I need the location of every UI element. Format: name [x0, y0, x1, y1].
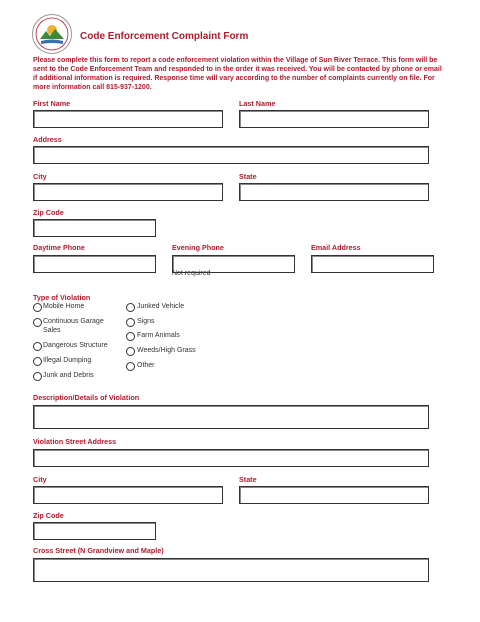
radio-farm-animals[interactable]	[126, 332, 135, 341]
option-illegal-dumping: Illegal Dumping	[43, 357, 92, 364]
zip-label: Zip Code	[33, 208, 64, 217]
option-farm-animals: Farm Animals	[137, 332, 180, 339]
violation-street-field[interactable]	[33, 449, 429, 467]
city-label: City	[33, 172, 47, 181]
radio-dangerous-structure[interactable]	[33, 342, 42, 351]
option-garage-sales: Continuous Garage Sales	[43, 318, 104, 334]
violation-zip-field[interactable]	[33, 522, 156, 540]
last-name-field[interactable]	[239, 110, 429, 128]
description-label: Description/Details of Violation	[33, 393, 140, 402]
option-other: Other	[137, 362, 155, 369]
address-label: Address	[33, 135, 62, 144]
email-label: Email Address	[311, 243, 361, 252]
first-name-label: First Name	[33, 99, 71, 108]
option-weeds: Weeds/High Grass	[137, 347, 196, 354]
violation-city-field[interactable]	[33, 486, 223, 504]
violation-type-label: Type of Violation	[33, 293, 91, 302]
state-label: State	[239, 172, 257, 181]
option-junked-vehicle: Junked Vehicle	[137, 303, 185, 310]
radio-other[interactable]	[126, 362, 135, 371]
radio-illegal-dumping[interactable]	[33, 357, 42, 366]
first-name-field[interactable]	[33, 110, 223, 128]
cross-street-field[interactable]	[33, 558, 429, 582]
radio-mobile-home[interactable]	[33, 303, 42, 312]
state-field[interactable]	[239, 183, 429, 201]
radio-junk-debris[interactable]	[33, 372, 42, 381]
daytime-phone-label: Daytime Phone	[33, 243, 85, 252]
option-signs: Signs	[137, 318, 155, 325]
city-field[interactable]	[33, 183, 223, 201]
daytime-phone-field[interactable]	[33, 255, 156, 273]
evening-phone-label: Evening Phone	[172, 243, 224, 252]
description-field[interactable]	[33, 405, 429, 429]
address-field[interactable]	[33, 146, 429, 164]
form-title: Code Enforcement Complaint Form	[80, 31, 249, 42]
village-logo	[32, 14, 72, 54]
violation-state-label: State	[239, 475, 257, 484]
email-field[interactable]	[311, 255, 434, 273]
form-intro: Please complete this form to report a code enforcement violation within the Village of Sun River Terrace. This form will be sent to the Code Enforcement Team and responded to in the order it was received. You will be contacted by phone or email if additional information is required. Response time will vary according to the number of complaints currently on file. For more information call 815-937-1200.	[33, 57, 442, 91]
last-name-label: Last Name	[239, 99, 276, 108]
zip-field[interactable]	[33, 219, 156, 237]
radio-junked-vehicle[interactable]	[126, 303, 135, 312]
cross-street-label: Cross Street (N Grandview and Maple)	[33, 546, 164, 555]
option-dangerous-structure: Dangerous Structure	[43, 342, 108, 349]
violation-street-label: Violation Street Address	[33, 437, 117, 446]
option-mobile-home: Mobile Home	[43, 303, 85, 310]
violation-state-field[interactable]	[239, 486, 429, 504]
radio-garage-sales[interactable]	[33, 318, 42, 327]
evening-phone-note: Not required	[172, 270, 211, 277]
violation-zip-label: Zip Code	[33, 511, 64, 520]
option-junk-debris: Junk and Debris	[43, 372, 94, 379]
radio-signs[interactable]	[126, 318, 135, 327]
violation-city-label: City	[33, 475, 47, 484]
radio-weeds[interactable]	[126, 347, 135, 356]
